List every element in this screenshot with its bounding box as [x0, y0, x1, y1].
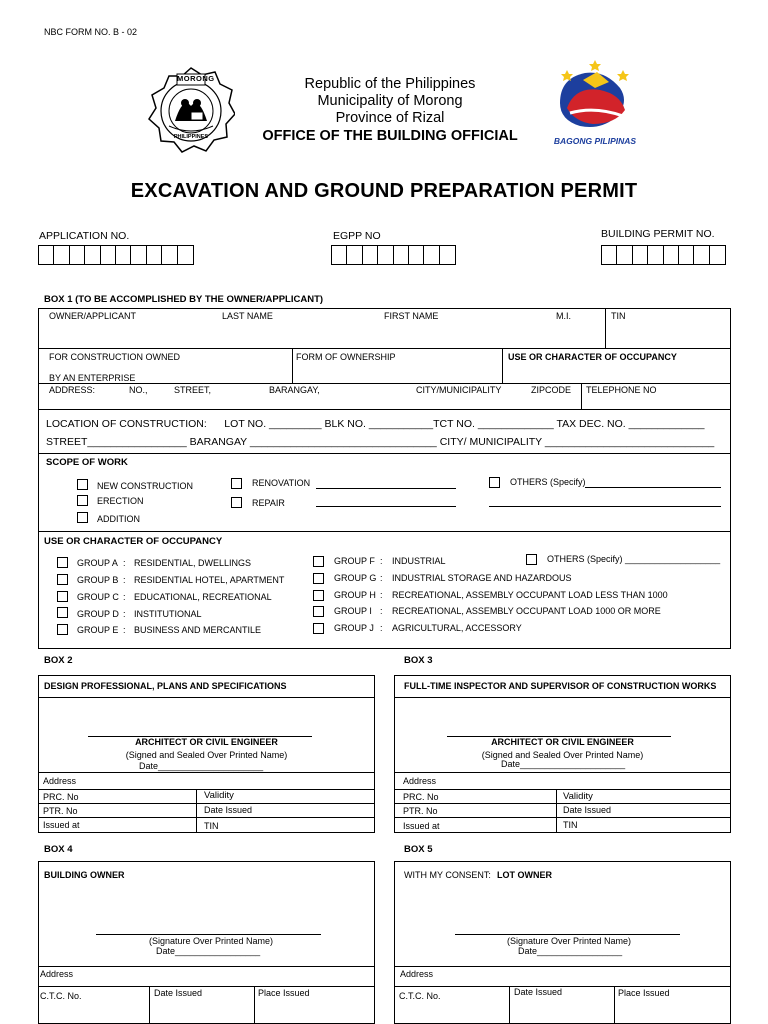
box3-date-issued-label: Date Issued	[563, 805, 612, 815]
barangay-label: BARANGAY,	[269, 385, 320, 395]
group-b-checkbox[interactable]	[57, 574, 68, 585]
group-h-colon: :	[380, 590, 383, 600]
box5-consent: WITH MY CONSENT:	[404, 870, 491, 880]
zipcode-label: ZIPCODE	[531, 385, 572, 395]
box3-issued-at-label: Issued at	[403, 821, 440, 831]
box3-title: FULL-TIME INSPECTOR AND SUPERVISOR OF CONSTRUCTION WORKS	[404, 681, 717, 691]
header-municipality: Municipality of Morong	[317, 93, 463, 109]
addition-checkbox[interactable]	[77, 512, 88, 523]
repair-label: REPAIR	[252, 498, 285, 508]
box2-address-label: Address	[43, 776, 77, 786]
box4-place-issued-label: Place Issued	[258, 988, 310, 998]
group-a-colon: :	[123, 558, 126, 568]
group-g-colon: :	[380, 573, 383, 583]
group-i-code: GROUP I	[334, 606, 372, 616]
box4-date[interactable]: Date_________________	[156, 946, 261, 956]
form-of-ownership-label: FORM OF OWNERSHIP	[296, 352, 396, 362]
box5-title: LOT OWNER	[497, 870, 552, 880]
group-f-desc: INDUSTRIAL	[392, 556, 446, 566]
box5-signed: (Signature Over Printed Name)	[507, 936, 632, 946]
group-b-code: GROUP B	[77, 575, 119, 585]
group-i-colon: :	[380, 606, 383, 616]
egpp-no-label: EGPP NO	[333, 230, 381, 242]
for-construction-label: FOR CONSTRUCTION OWNED	[49, 352, 180, 362]
occupancy-groups-left	[57, 556, 307, 644]
by-enterprise-label: BY AN ENTERPRISE	[49, 373, 136, 383]
mi-label: M.I.	[556, 311, 571, 321]
box2-issued-at-label: Issued at	[43, 820, 80, 830]
group-j-desc: AGRICULTURAL, ACCESSORY	[392, 623, 522, 633]
box2-role: ARCHITECT OR CIVIL ENGINEER	[135, 737, 278, 747]
renovation-checkbox[interactable]	[231, 478, 242, 489]
group-e-desc: BUSINESS AND MERCANTILE	[134, 625, 262, 635]
box2-date[interactable]: Date_____________________	[139, 761, 264, 771]
box4-date-issued-label: Date Issued	[154, 988, 203, 998]
header-block	[240, 76, 540, 144]
header-republic: Republic of the Philippines	[304, 76, 476, 92]
box2-date-issued-label: Date Issued	[204, 805, 253, 815]
group-f-colon: :	[380, 556, 383, 566]
group-d-checkbox[interactable]	[57, 607, 68, 618]
box1-heading: BOX 1 (TO BE ACCOMPLISHED BY THE OWNER/APPLICANT)	[44, 294, 324, 305]
tin-input[interactable]	[608, 322, 729, 346]
morong-seal-logo	[147, 66, 235, 154]
group-i-checkbox[interactable]	[313, 606, 324, 617]
box5-place-issued-label: Place Issued	[618, 988, 670, 998]
box3-ptr-label: PTR. No	[403, 806, 438, 816]
seal-text-top: MORONG	[177, 74, 215, 83]
group-i-desc: RECREATIONAL, ASSEMBLY OCCUPANT LOAD 1000 OR MORE	[392, 606, 661, 616]
page-title: EXCAVATION AND GROUND PREPARATION PERMIT	[130, 180, 638, 202]
addition-label: ADDITION	[97, 514, 141, 524]
occupancy-groups-right	[313, 555, 723, 643]
application-no-field[interactable]	[38, 245, 194, 265]
box4-signed: (Signature Over Printed Name)	[149, 936, 274, 946]
group-c-colon: :	[123, 592, 126, 602]
group-a-desc: RESIDENTIAL, DWELLINGS	[134, 558, 252, 568]
building-permit-no-label: BUILDING PERMIT NO.	[601, 228, 715, 240]
group-a-checkbox[interactable]	[57, 557, 68, 568]
telephone-label: TELEPHONE NO	[586, 385, 657, 395]
group-e-code: GROUP E	[77, 625, 119, 635]
box4-heading: BOX 4	[44, 844, 73, 855]
address-label: ADDRESS:	[49, 385, 96, 395]
box3-date[interactable]: Date_____________________	[501, 759, 626, 769]
new-construction-label: NEW CONSTRUCTION	[97, 481, 193, 491]
box3-validity-label: Validity	[563, 791, 593, 802]
group-b-colon: :	[123, 575, 126, 585]
group-c-checkbox[interactable]	[57, 591, 68, 602]
box3-signed: (Signed and Sealed Over Printed Name)	[481, 750, 644, 760]
group-f-checkbox[interactable]	[313, 556, 324, 567]
building-permit-no-field[interactable]	[601, 245, 726, 265]
occupancy-others-label: OTHERS (Specify) ___________________	[547, 554, 721, 564]
box5-address-label: Address	[400, 969, 434, 979]
box2-signed: (Signed and Sealed Over Printed Name)	[125, 750, 288, 760]
new-construction-checkbox[interactable]	[77, 479, 88, 490]
form-number: NBC FORM NO. B - 02	[44, 27, 138, 37]
group-d-desc: INSTITUTIONAL	[134, 609, 202, 619]
group-h-checkbox[interactable]	[313, 590, 324, 601]
tin-label: TIN	[611, 311, 626, 321]
scope-others-label: OTHERS (Specify)	[510, 477, 586, 487]
use-character-label: USE OR CHARACTER OF OCCUPANCY	[508, 352, 677, 362]
box3-role: ARCHITECT OR CIVIL ENGINEER	[491, 737, 634, 747]
group-b-desc: RESIDENTIAL HOTEL, APARTMENT	[134, 575, 285, 585]
application-no-label: APPLICATION NO.	[39, 230, 130, 242]
owner-name-input[interactable]	[40, 322, 603, 346]
group-h-desc: RECREATIONAL, ASSEMBLY OCCUPANT LOAD LESS THAN 1000	[392, 590, 668, 600]
logo-caption: BAGONG PILIPINAS	[553, 136, 637, 146]
box2-title: DESIGN PROFESSIONAL, PLANS AND SPECIFICATIONS	[44, 681, 287, 691]
header-office: OFFICE OF THE BUILDING OFFICIAL	[262, 128, 518, 144]
scope-heading: SCOPE OF WORK	[46, 457, 128, 468]
occupancy-heading: USE OR CHARACTER OF OCCUPANCY	[44, 536, 223, 547]
location-line-2[interactable]: STREET_________________ BARANGAY ________________________________ CITY/ MUNICIPALITY _____________________________	[46, 436, 715, 448]
group-j-colon: :	[380, 623, 383, 633]
first-name-label: FIRST NAME	[384, 311, 439, 321]
group-g-desc: INDUSTRIAL STORAGE AND HAZARDOUS	[392, 573, 572, 583]
street-label: STREET,	[174, 385, 212, 395]
group-g-checkbox[interactable]	[313, 573, 324, 584]
box3-heading: BOX 3	[404, 655, 433, 666]
repair-checkbox[interactable]	[231, 497, 242, 508]
box4-ctc-label: C.T.C. No.	[40, 991, 82, 1001]
header-province: Province of Rizal	[335, 110, 445, 126]
group-j-code: GROUP J	[334, 623, 374, 633]
no-label: NO.,	[129, 385, 148, 395]
box3-address-label: Address	[403, 776, 437, 786]
city-label: CITY/MUNICIPALITY	[416, 385, 502, 395]
group-f-code: GROUP F	[334, 556, 375, 566]
group-e-colon: :	[123, 625, 126, 635]
box3-prc-label: PRC. No	[403, 792, 439, 802]
box2-ptr-label: PTR. No	[43, 806, 78, 816]
group-j-checkbox[interactable]	[313, 623, 324, 634]
box5-heading: BOX 5	[404, 844, 433, 855]
group-d-code: GROUP D	[77, 609, 119, 619]
group-c-code: GROUP C	[77, 592, 119, 602]
erection-label: ERECTION	[97, 496, 144, 506]
box3-tin-label: TIN	[563, 820, 578, 830]
box2-tin-label: TIN	[204, 821, 219, 831]
group-d-colon: :	[123, 609, 126, 619]
box2-validity-label: Validity	[204, 790, 234, 801]
box2-heading: BOX 2	[44, 655, 73, 666]
egpp-no-field[interactable]	[331, 245, 456, 265]
erection-checkbox[interactable]	[77, 495, 88, 506]
box4-address-label: Address	[40, 969, 74, 979]
scope-others-checkbox[interactable]	[489, 477, 500, 488]
group-a-code: GROUP A	[77, 558, 118, 568]
seal-text-bottom: PHILIPPINES	[173, 134, 209, 140]
group-e-checkbox[interactable]	[57, 624, 68, 635]
group-h-code: GROUP H	[334, 590, 376, 600]
occupancy-others-checkbox[interactable]	[526, 554, 537, 565]
group-c-desc: EDUCATIONAL, RECREATIONAL	[134, 592, 272, 602]
bagong-pilipinas-logo	[545, 58, 645, 150]
last-name-label: LAST NAME	[222, 311, 273, 321]
location-line-1[interactable]: LOCATION OF CONSTRUCTION: LOT NO. _________ BLK NO. ___________TCT NO. _____________ TAX DEC. NO. _____________	[46, 418, 705, 430]
box5-date[interactable]: Date_________________	[518, 946, 623, 956]
box5-ctc-label: C.T.C. No.	[399, 991, 441, 1001]
renovation-label: RENOVATION	[252, 478, 311, 488]
owner-applicant-label: OWNER/APPLICANT	[49, 311, 137, 321]
box4-title: BUILDING OWNER	[44, 870, 125, 880]
box2-prc-label: PRC. No	[43, 792, 79, 802]
box5-date-issued-label: Date Issued	[514, 987, 563, 997]
group-g-code: GROUP G	[334, 573, 377, 583]
